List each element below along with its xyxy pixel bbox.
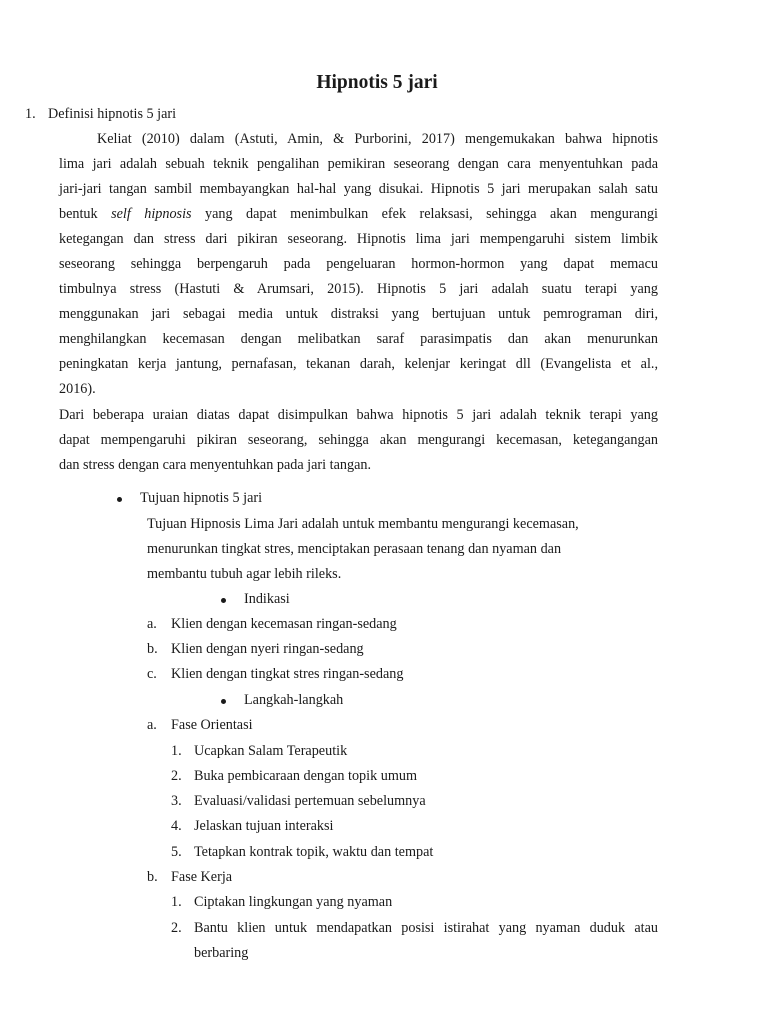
paragraph-line — [59, 206, 658, 223]
phase-label: Fase Kerja — [171, 869, 233, 885]
list-marker: b. — [147, 869, 158, 885]
paragraph-line: dapat mempengaruhi pikiran seseorang, sehingga akan mengurangi kecemasan, ketegangangan — [59, 432, 658, 448]
document-title: Hipnotis 5 jari — [316, 72, 438, 93]
bullet-dot — [117, 497, 122, 502]
paragraph-line: Tujuan Hipnosis Lima Jari adalah untuk membantu mengurangi kecemasan, — [147, 516, 579, 532]
bullet-heading-indikasi: Indikasi — [244, 591, 290, 607]
step-text: Buka pembicaraan dengan topik umum — [194, 768, 417, 784]
paragraph-line: menggunakan jari sebagai media untuk distraksi yang bertujuan untuk pemrograman diri, — [59, 306, 658, 322]
section-heading: Definisi hipnotis 5 jari — [48, 106, 177, 122]
paragraph-line: jari-jari tangan sambil membayangkan hal-hal yang disukai. Hipnotis 5 jari merupakan salah satu — [59, 181, 658, 197]
step-text: Ucapkan Salam Terapeutik — [194, 743, 348, 759]
paragraph-line: menurunkan tingkat stres, menciptakan perasaan tenang dan nyaman dan — [147, 541, 562, 557]
step-number: 1. — [171, 743, 182, 759]
step-number: 2. — [171, 920, 182, 936]
list-item: Klien dengan tingkat stres ringan-sedang — [171, 666, 404, 682]
step-number: 5. — [171, 844, 182, 860]
paragraph-line: menghilangkan kecemasan dengan melibatkan saraf parasimpatis dan akan menurunkan — [59, 331, 658, 347]
paragraph-line: dan stress dengan cara menyentuhkan pada jari tangan. — [59, 457, 372, 473]
step-text: Evaluasi/validasi pertemuan sebelumnya — [194, 793, 426, 809]
step-text: Bantu klien untuk mendapatkan posisi istirahat yang nyaman duduk atau — [194, 920, 658, 936]
text-fragment: bentuk — [59, 206, 98, 222]
step-number: 2. — [171, 768, 182, 784]
list-marker: c. — [147, 666, 157, 682]
list-item: Klien dengan nyeri ringan-sedang — [171, 641, 364, 657]
list-item: Klien dengan kecemasan ringan-sedang — [171, 616, 397, 632]
paragraph-line: Keliat (2010) dalam (Astuti, Amin, & Purborini, 2017) mengemukakan bahwa hipnotis — [97, 131, 658, 147]
list-marker: b. — [147, 641, 158, 657]
paragraph-line: peningkatan kerja jantung, pernafasan, tekanan darah, kelenjar keringat dll (Evangelista et al., — [59, 356, 658, 372]
step-text: Tetapkan kontrak topik, waktu dan tempat — [194, 844, 434, 860]
list-marker: a. — [147, 717, 157, 733]
list-marker: a. — [147, 616, 157, 632]
step-number: 3. — [171, 793, 182, 809]
step-number: 1. — [171, 894, 182, 910]
paragraph-line: membantu tubuh agar lebih rileks. — [147, 566, 342, 582]
bullet-heading-langkah: Langkah-langkah — [244, 692, 344, 708]
paragraph-line: ketegangan dan stress dari pikiran seseorang. Hipnotis lima jari mempengaruhi sistem limbik — [59, 231, 658, 247]
paragraph-line: timbulnya stress (Hastuti & Arumsari, 2015). Hipnotis 5 jari adalah suatu terapi yang — [59, 281, 658, 297]
text-fragment: yang dapat menimbulkan efek relaksasi, sehingga akan mengurangi — [204, 206, 658, 222]
step-number: 4. — [171, 818, 182, 834]
paragraph-line: 2016). — [59, 381, 96, 397]
step-text: Jelaskan tujuan interaksi — [194, 818, 334, 834]
section-number: 1. — [25, 106, 36, 122]
bullet-heading-tujuan: Tujuan hipnotis 5 jari — [140, 490, 263, 506]
paragraph-line: Dari beberapa uraian diatas dapat disimpulkan bahwa hipnotis 5 jari adalah teknik terapi yang — [59, 407, 658, 423]
bullet-dot — [221, 699, 226, 704]
emphasis-text: self hipnosis — [111, 206, 192, 222]
paragraph-line: lima jari adalah sebuah teknik pengalihan pemikiran seseorang dengan cara menyentuhkan pada — [59, 156, 658, 172]
step-text: Ciptakan lingkungan yang nyaman — [194, 894, 393, 910]
bullet-dot — [221, 598, 226, 603]
step-text-continued: berbaring — [194, 945, 249, 961]
phase-label: Fase Orientasi — [171, 717, 253, 733]
paragraph-line: seseorang sehingga berpengaruh pada pengeluaran hormon-hormon yang dapat memacu — [59, 256, 658, 272]
